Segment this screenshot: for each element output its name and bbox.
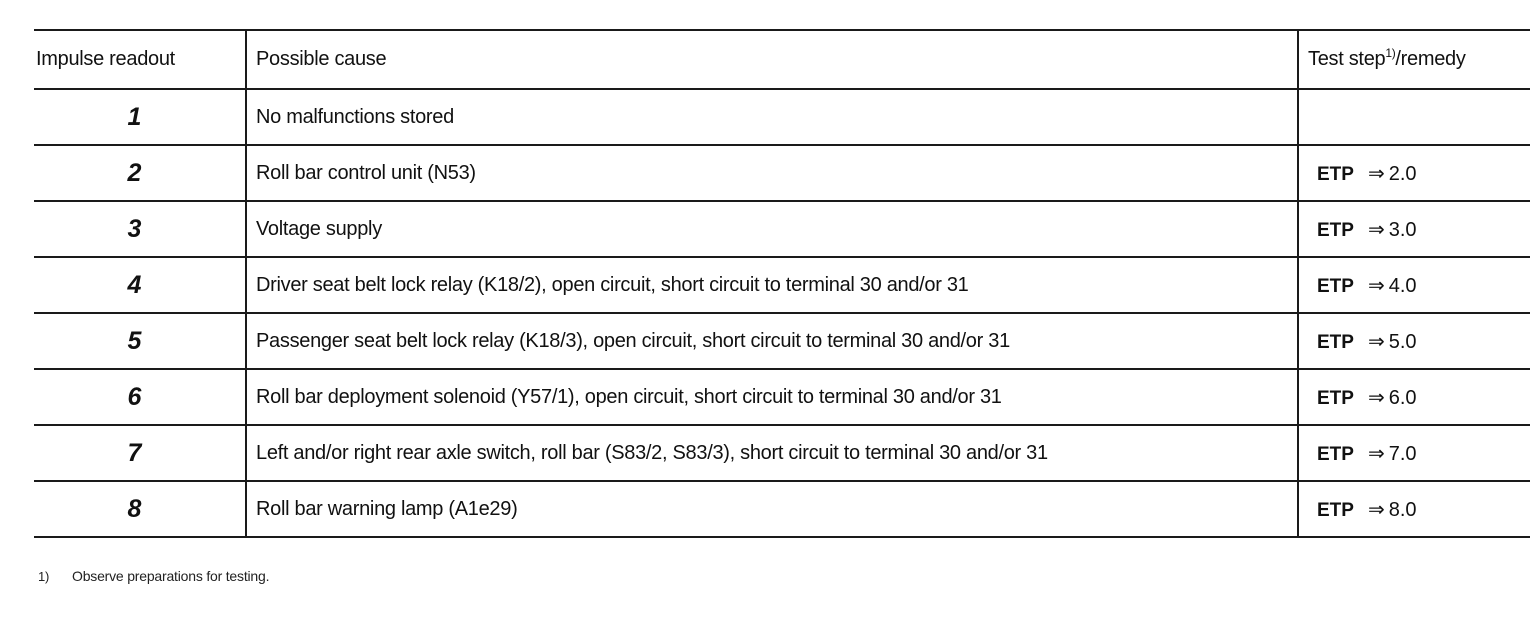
etp-label: ETP	[1317, 387, 1354, 409]
arrow-right-icon: ⇒	[1367, 330, 1385, 353]
impulse-number: 6	[34, 369, 246, 425]
possible-cause: Passenger seat belt lock relay (K18/3), open circuit, short circuit to terminal 30 and/or 31	[246, 313, 1298, 369]
header-remedy-label: /remedy	[1395, 48, 1466, 70]
table-row	[34, 425, 1530, 481]
etp-label: ETP	[1317, 163, 1354, 185]
possible-cause: Roll bar control unit (N53)	[246, 145, 1298, 201]
fault-table-container	[34, 29, 1530, 538]
impulse-number: 2	[34, 145, 246, 201]
table-row	[34, 201, 1530, 257]
footnote	[38, 568, 269, 584]
etp-label: ETP	[1317, 499, 1354, 521]
possible-cause: No malfunctions stored	[246, 89, 1298, 145]
test-step-number: 4.0	[1388, 274, 1417, 297]
arrow-right-icon: ⇒	[1367, 498, 1385, 521]
test-step-number: 8.0	[1388, 498, 1417, 521]
impulse-number: 7	[34, 425, 246, 481]
header-possible-cause: Possible cause	[246, 30, 1298, 89]
arrow-right-icon: ⇒	[1367, 274, 1385, 297]
arrow-right-icon: ⇒	[1367, 162, 1385, 185]
test-step-cell	[1298, 145, 1530, 201]
test-step-cell	[1298, 425, 1530, 481]
table-row	[34, 257, 1530, 313]
etp-label: ETP	[1317, 443, 1354, 465]
test-step-number: 6.0	[1388, 386, 1417, 409]
impulse-number: 3	[34, 201, 246, 257]
arrow-right-icon: ⇒	[1367, 442, 1385, 465]
test-step-number: 3.0	[1388, 218, 1417, 241]
test-step-number: 2.0	[1388, 162, 1417, 185]
header-test-step-label: Test step	[1308, 48, 1386, 70]
test-step-number: 7.0	[1388, 442, 1417, 465]
etp-label: ETP	[1317, 275, 1354, 297]
header-impulse-readout: Impulse readout	[34, 30, 246, 89]
test-step-cell	[1298, 201, 1530, 257]
etp-label: ETP	[1317, 219, 1354, 241]
fault-code-table	[34, 29, 1530, 538]
possible-cause: Voltage supply	[246, 201, 1298, 257]
arrow-right-icon: ⇒	[1367, 218, 1385, 241]
possible-cause: Driver seat belt lock relay (K18/2), open circuit, short circuit to terminal 30 and/or 31	[246, 257, 1298, 313]
header-footnote-ref: 1)	[1385, 46, 1396, 60]
test-step-cell	[1298, 89, 1530, 145]
table-row	[34, 145, 1530, 201]
test-step-number: 5.0	[1388, 330, 1417, 353]
table-row	[34, 89, 1530, 145]
header-test-step	[1298, 30, 1530, 89]
footnote-text: Observe preparations for testing.	[72, 568, 270, 584]
table-row	[34, 481, 1530, 537]
table-body	[34, 89, 1530, 537]
test-step-cell	[1298, 481, 1530, 537]
impulse-number: 1	[34, 89, 246, 145]
footnote-mark: 1)	[38, 569, 50, 584]
table-row	[34, 313, 1530, 369]
possible-cause: Roll bar deployment solenoid (Y57/1), open circuit, short circuit to terminal 30 and/or 31	[246, 369, 1298, 425]
etp-label: ETP	[1317, 331, 1354, 353]
arrow-right-icon: ⇒	[1367, 386, 1385, 409]
test-step-cell	[1298, 257, 1530, 313]
test-step-cell	[1298, 313, 1530, 369]
possible-cause: Roll bar warning lamp (A1e29)	[246, 481, 1298, 537]
table-row	[34, 369, 1530, 425]
possible-cause: Left and/or right rear axle switch, roll bar (S83/2, S83/3), short circuit to terminal 30 and/or 31	[246, 425, 1298, 481]
impulse-number: 5	[34, 313, 246, 369]
impulse-number: 8	[34, 481, 246, 537]
test-step-cell	[1298, 369, 1530, 425]
table-header-row	[34, 30, 1530, 89]
impulse-number: 4	[34, 257, 246, 313]
